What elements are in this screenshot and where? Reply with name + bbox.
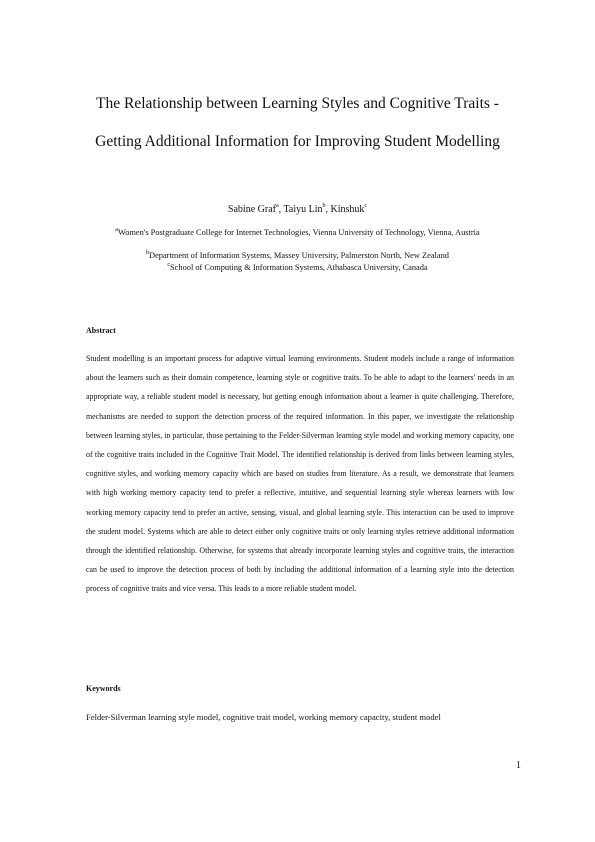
keywords-list: Felder-Silverman learning style model, cognitive trait model, working memory capacity, student model (86, 712, 441, 722)
author-separator: , (325, 204, 331, 215)
author-separator: , (278, 204, 284, 215)
affiliation-mark: c (167, 261, 170, 268)
author-affiliation-mark: a (275, 203, 279, 210)
author-list (40, 203, 555, 216)
affiliation-mark: b (146, 249, 150, 256)
affiliation-mark: a (115, 226, 118, 233)
affiliation-text: Women's Postgraduate College for Internet Technologies, Vienna University of Technology, Vienna, Austria (117, 228, 480, 237)
author-affiliation-mark: b (322, 203, 326, 210)
keywords-heading: Keywords (86, 684, 121, 693)
affiliation-text: School of Computing & Information Systems, Athabasca University, Canada (170, 263, 428, 272)
author-name: Sabine Graf (227, 204, 276, 215)
affiliation-a (100, 228, 495, 239)
author-name: Taiyu Lin (283, 204, 323, 215)
abstract-heading: Abstract (86, 326, 116, 335)
page-number: 1 (516, 760, 521, 771)
affiliation-b (100, 251, 495, 262)
paper-title-line-2: Getting Additional Information for Improving Student Modelling (95, 133, 500, 150)
affiliation-c (100, 263, 495, 274)
paper-title-line-1: The Relationship between Learning Styles and Cognitive Traits - (96, 95, 499, 112)
author-affiliation-mark: c (364, 203, 368, 210)
author-name: Kinshuk (330, 204, 365, 215)
abstract-body: Student modelling is an important process for adaptive virtual learning environments. Student models include a range of information about the learners such as their domain competence, learning style or cognitive traits. To be able to adapt to the learners' needs in an appropriate way, a reliable student model is necessary, but getting enough information about a learner is quite challenging. Therefore, mechanisms are needed to support the detection process of the required information. In this paper, we investigate the relationship between learning styles, in particular, those pertaining to the Felder-Silverman learning style model and working memory capacity, one of the cognitive traits included in the Cognitive Trait Model. The identified relationship is derived from links between learning styles, cognitive styles, and working memory capacity which are based on studies from literature. As a result, we demonstrate that learners with high working memory capacity tend to prefer a reflective, intuitive, and sequential learning style whereas learners with low working memory capacity tend to prefer an active, sensing, visual, and global learning style. This interaction can be used to improve the student model. Systems which are able to detect either only cognitive traits or only learning styles retrieve additional information through the identified relationship. Otherwise, for systems that already incorporate learning styles and cognitive traits, the interaction can be used to improve the detection process of both by including the additional information of a learning style into the detection process of cognitive traits and vice versa. This leads to a more reliable student model. (86, 354, 514, 594)
affiliation-text: Department of Information Systems, Massey University, Palmerston North, New Zealand (149, 251, 449, 260)
